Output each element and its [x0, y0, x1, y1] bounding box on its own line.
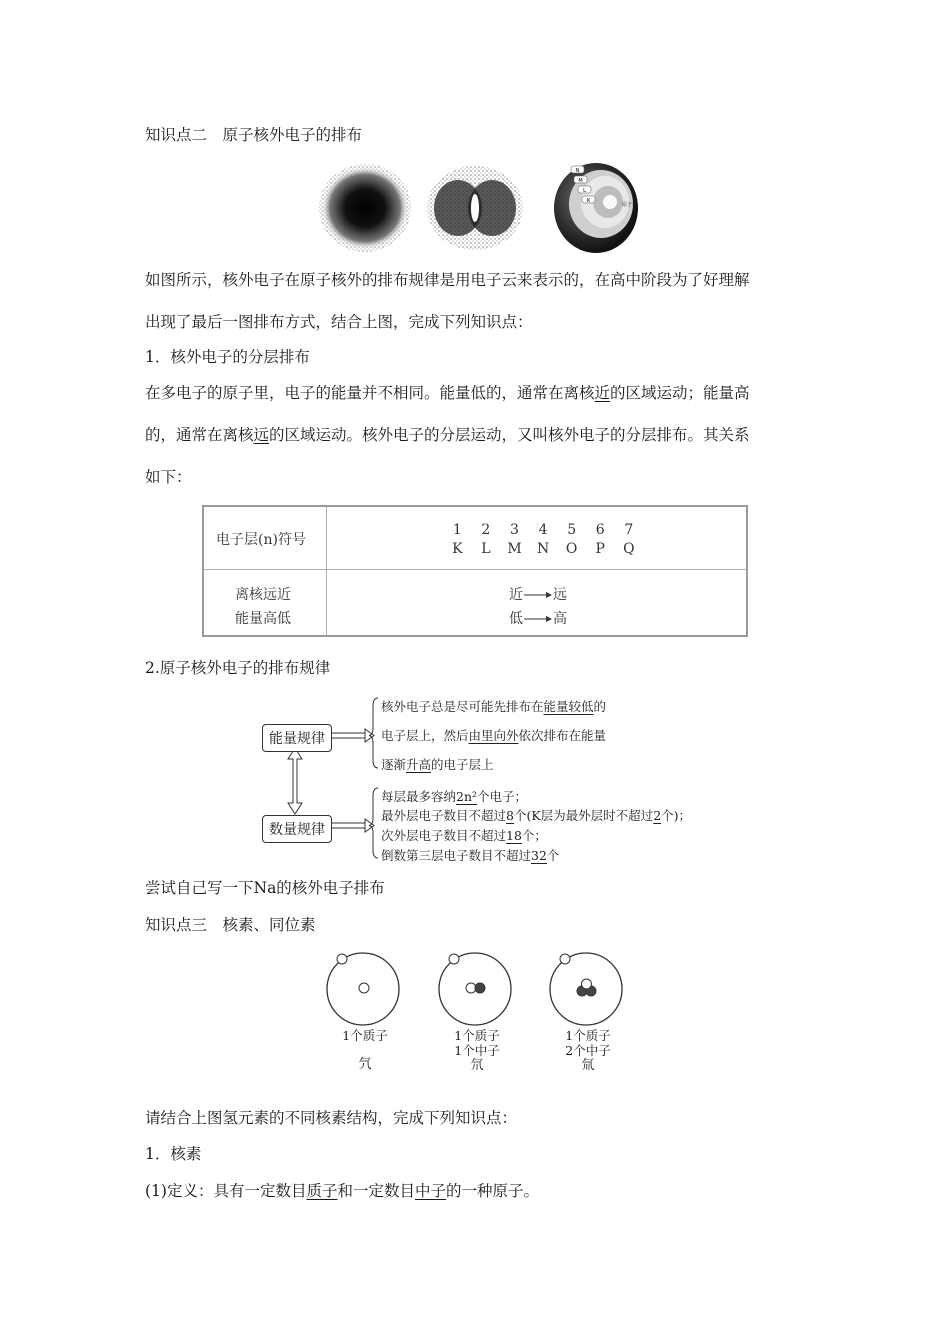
rules-title: 2.原子核外电子的排布规律 — [145, 659, 331, 677]
shell-table — [202, 505, 748, 637]
answer-2n2: 2n² — [456, 789, 478, 804]
atom-name: 氚 — [581, 1058, 595, 1073]
shell-number: 6 — [595, 522, 605, 538]
distance-row — [509, 584, 567, 604]
nucleus-label: 原子核 — [622, 202, 638, 208]
near-label: 近 — [509, 587, 523, 603]
high-label: 高 — [553, 611, 567, 627]
section3-title: 知识点三 核素、同位素 — [145, 916, 316, 934]
shell-model-graphic — [554, 163, 638, 253]
quantity-rule-line-1 — [381, 787, 527, 805]
intro-line-2: 出现了最后一图排布方式，结合上图，完成下列知识点： — [145, 313, 533, 331]
shell-number: 7 — [624, 522, 634, 538]
shell-letters-row — [443, 538, 643, 557]
tritium-atom-graphic — [550, 953, 622, 1025]
shell-letter: Q — [623, 541, 635, 557]
rule-text: 的电子层上 — [431, 757, 494, 772]
atom-name: 氘 — [470, 1058, 484, 1073]
definition-text: (1)定义：具有一定数目 — [145, 1182, 307, 1200]
layered-title: 1．核外电子的分层排布 — [145, 348, 310, 366]
shell-letter: L — [481, 541, 491, 557]
rule-text: 核外电子总是尽可能先排布在 — [381, 699, 544, 714]
answer-inside-out: 由里向外 — [468, 728, 519, 743]
shell-number: 3 — [510, 522, 519, 538]
shell-number: 5 — [567, 522, 577, 538]
intro-line-1: 如图所示，核外电子在原子核外的排布规律是用电子云来表示的，在高中阶段为了好理解 — [145, 271, 750, 289]
rule-text: 电子层上，然后 — [381, 728, 469, 743]
atom-caption-line: 1个质子 — [342, 1028, 388, 1043]
shell-letter: K — [452, 541, 463, 557]
electron-cloud-figure — [318, 162, 640, 254]
nuclide-definition — [145, 1184, 539, 1200]
atom-caption-line: 1个质子 — [454, 1028, 500, 1043]
quantity-rule-line-4 — [381, 846, 559, 864]
tritium-caption — [548, 1028, 628, 1073]
dumbbell-cloud-graphic — [427, 166, 523, 250]
answer-32: 32 — [531, 848, 547, 863]
spherical-cloud-graphic — [319, 164, 411, 252]
deuterium-caption — [437, 1028, 517, 1073]
answer-neutron: 中子 — [415, 1182, 447, 1200]
layered-paragraph — [145, 372, 825, 498]
rule-text: 个； — [521, 828, 547, 843]
rule-text: 个电子； — [477, 789, 528, 804]
shell-label-l: L — [583, 188, 586, 194]
table-row2-label-a: 离核远近 — [235, 587, 291, 603]
answer-proton: 质子 — [306, 1182, 338, 1200]
definition-text: 的一种原子。 — [446, 1182, 540, 1200]
answer-2: 2 — [653, 808, 662, 823]
shell-number: 2 — [481, 522, 491, 538]
section2-title: 知识点二 原子核外电子的排布 — [145, 126, 363, 144]
answer-18: 18 — [506, 828, 522, 843]
shell-letter: M — [507, 541, 522, 557]
shell-number: 1 — [452, 522, 462, 538]
nuclide-prompt: 请结合上图氢元素的不同核素结构，完成下列知识点： — [145, 1109, 518, 1127]
energy-rule-line-1 — [381, 697, 606, 715]
atom-caption-line: 1个质子 — [565, 1028, 611, 1043]
shell-numbers-row — [443, 519, 643, 538]
shell-number: 4 — [538, 522, 548, 538]
quantity-rule-line-2 — [381, 806, 691, 824]
shell-label-n: N — [575, 168, 580, 174]
shell-letter: P — [595, 541, 605, 557]
table-row1-label: 电子层(n)符号 — [216, 532, 306, 548]
shell-label-k: K — [586, 198, 591, 204]
energy-row — [509, 608, 567, 628]
deuterium-atom-graphic — [439, 953, 511, 1025]
answer-near: 近 — [594, 384, 611, 402]
layered-text: 在多电子的原子里，电子的能量并不相同。能量低的，通常在离核 — [145, 384, 595, 402]
rule-text: 最外层电子数目不超过 — [381, 808, 507, 823]
protium-caption — [325, 1028, 405, 1072]
nuclide-title: 1．核素 — [145, 1145, 202, 1163]
intro-paragraph — [145, 259, 825, 343]
low-label: 低 — [509, 611, 523, 627]
atom-caption-line: 1个中子 — [454, 1043, 500, 1058]
rule-text: 个 — [546, 848, 560, 863]
quantity-rule-box: 数量规律 — [262, 815, 332, 843]
atom-name: 氕 — [358, 1057, 372, 1072]
quantity-rule-line-3 — [381, 826, 547, 844]
answer-energy-lower: 能量较低 — [543, 699, 594, 714]
rule-text: 的 — [593, 699, 607, 714]
rule-text: 每层最多容纳 — [381, 789, 457, 804]
energy-rule-line-3 — [381, 755, 494, 773]
rule-text: 个(K层为最外层时不超过 — [513, 808, 654, 823]
rule-text: 倒数第三层电子数目不超过 — [381, 848, 532, 863]
definition-text: 和一定数目 — [337, 1182, 415, 1200]
layered-text: 的，通常在离核 — [145, 426, 254, 444]
shell-letter: N — [536, 541, 550, 557]
rule-text: 依次排布在能量 — [518, 728, 607, 743]
right-arrow-icon — [524, 614, 552, 624]
table-row2-label-b: 能量高低 — [235, 611, 291, 627]
layered-text: 的区域运动；能量高 — [610, 384, 750, 402]
atom-caption-line: 2个中子 — [565, 1043, 611, 1058]
answer-far: 远 — [253, 426, 270, 444]
layered-text: 如下： — [145, 468, 192, 486]
energy-rule-box: 能量规律 — [262, 724, 332, 752]
hydrogen-isotopes-figure — [320, 950, 630, 1032]
vertical-double-arrow-icon — [288, 748, 302, 814]
try-na-prompt: 尝试自己写一下Na的核外电子排布 — [145, 879, 385, 897]
answer-8: 8 — [506, 808, 514, 823]
protium-atom-graphic — [327, 953, 399, 1025]
far-label: 远 — [553, 587, 567, 603]
shell-letter: O — [565, 541, 578, 557]
right-arrow-icon — [524, 590, 552, 600]
rule-text: 逐渐 — [381, 757, 407, 772]
layered-text: 的区域运动。核外电子的分层运动，又叫核外电子的分层排布。其关系 — [269, 426, 750, 444]
rule-text: 次外层电子数目不超过 — [381, 828, 507, 843]
answer-rising: 升高 — [406, 757, 432, 772]
energy-rule-line-2 — [381, 726, 606, 744]
rule-text: 个)； — [661, 808, 692, 823]
shell-label-m: M — [578, 178, 583, 184]
